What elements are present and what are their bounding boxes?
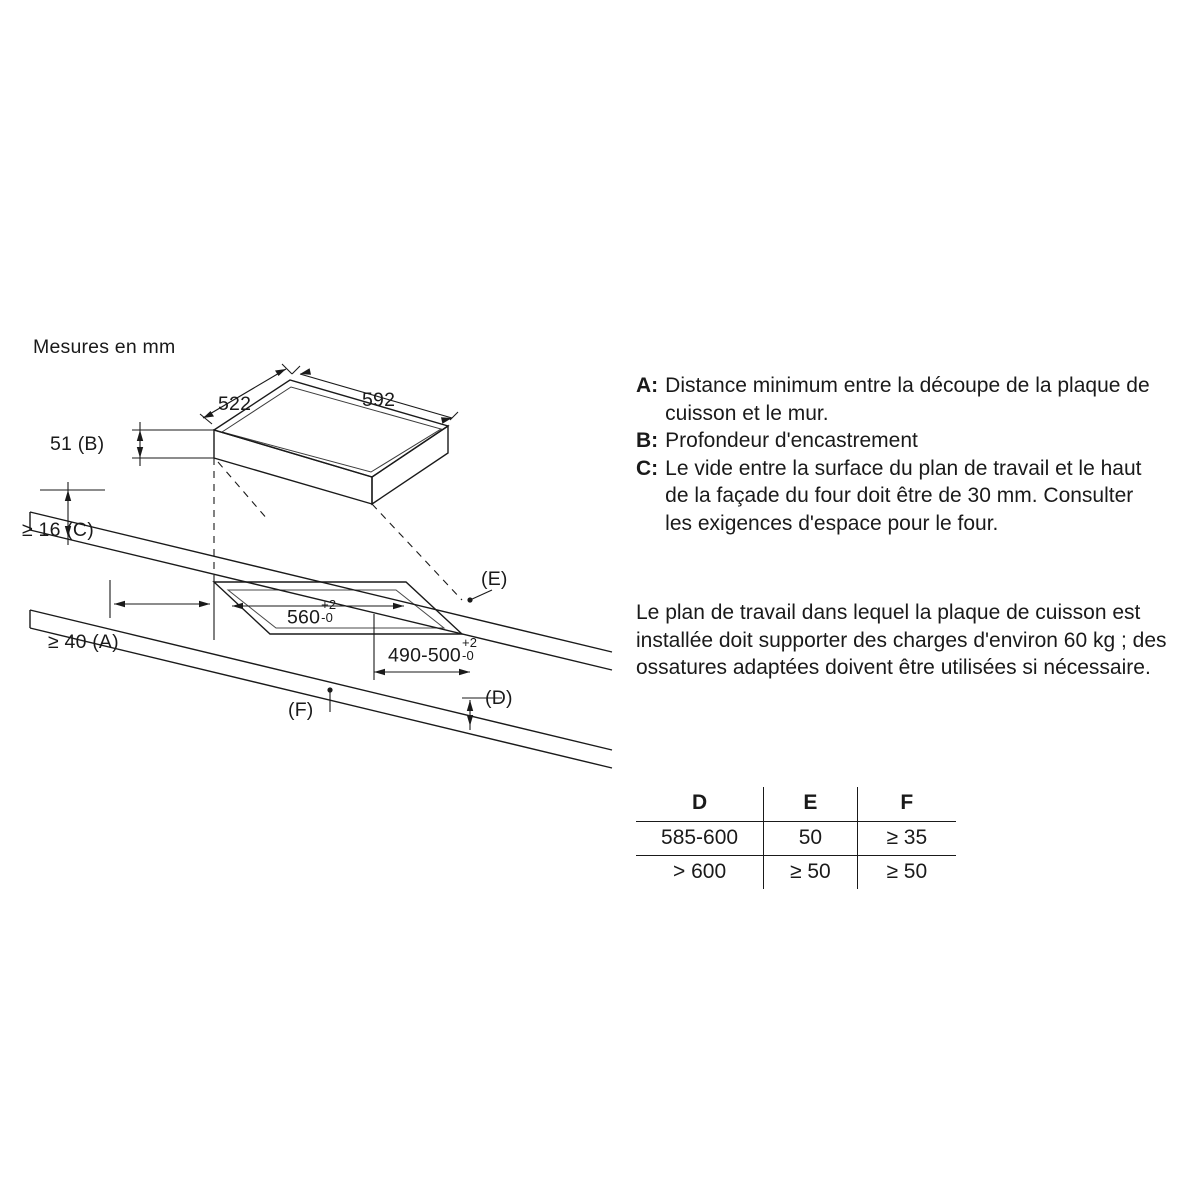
cutout-width-value: 560 [287,606,321,629]
legend-separator-c: : [651,456,659,480]
dimension-label-560 [287,599,336,629]
legend-key-b: B [636,429,652,452]
legend-separator-a: : [651,374,659,397]
tol-minus: -0 [321,610,334,626]
dimension-40-A [110,580,214,640]
worktop-load-note: Le plan de travail dans lequel la plaque de cuisson est installée doit supporter des charges d'environ 60 kg ; des ossatures adaptées doivent être utilisées si nécessaire. [636,601,1167,679]
projection-lines [214,458,462,600]
legend-list [636,372,1156,537]
technical-drawing [0,0,620,800]
dimension-table [636,787,956,889]
table-header-row [636,787,956,822]
tol-plus: +2 [461,635,478,650]
legend-key-a: A [636,374,652,397]
table-cell-f-1: ≥ 35 [886,826,928,849]
dimension-51-B [132,422,214,466]
table-cell-f-2: ≥ 50 [886,860,928,883]
dimension-label-522: 522 [218,393,252,415]
tol-minus: -0 [461,648,474,664]
table-row [636,822,956,856]
legend-text-c: Le vide entre la surface du plan de travail et le haut de la façade du four doit être de 30 mm. Consulter les exigences d'espace pour le four. [665,456,1142,535]
cutout-depth-value: 490-500 [388,644,461,667]
table-header-f: F [900,791,914,814]
legend-item-c [636,455,1156,538]
dimension-label-D: (D) [485,687,513,709]
dimension-label-51-B: 51 (B) [50,433,105,455]
table-cell-e-2: ≥ 50 [764,856,857,890]
dimension-label-490-500 [388,637,477,667]
dimension-label-E: (E) [481,568,508,590]
dimension-label-40-A: ≥ 40 (A) [48,631,119,653]
table-cell-d-1: 585-600 [661,826,739,849]
legend-text-a: Distance minimum entre la découpe de la plaque de cuisson et le mur. [665,374,1150,425]
dimension-table-wrapper [636,787,956,889]
units-label: Mesures en mm [33,336,176,358]
legend-item-a [636,372,1156,427]
dimension-label-16-C: ≥ 16 (C) [22,519,94,541]
legend-separator-b: : [651,429,659,452]
tol-plus: +2 [321,597,337,612]
hob-right-face [372,426,448,504]
table-cell-d-2: > 600 [672,860,727,883]
cutout-width-tolerance [321,598,336,625]
dimension-label-F: (F) [288,699,314,721]
hob-glass-edge [222,387,441,472]
cutout-depth-tolerance [462,636,477,663]
legend-item-b [636,427,1156,455]
legend-text-b: Profondeur d'encastrement [665,429,918,452]
leader-E [467,590,492,603]
table-header-e: E [764,787,857,822]
hob-front-face [214,430,372,504]
table-cell-e-1: 50 [764,822,857,856]
dimension-label-592: 592 [362,389,396,411]
legend-key-c: C [636,456,652,480]
cooktop-installation-drawing [0,0,620,800]
table-header-d: D [691,791,708,814]
table-row [636,856,956,890]
